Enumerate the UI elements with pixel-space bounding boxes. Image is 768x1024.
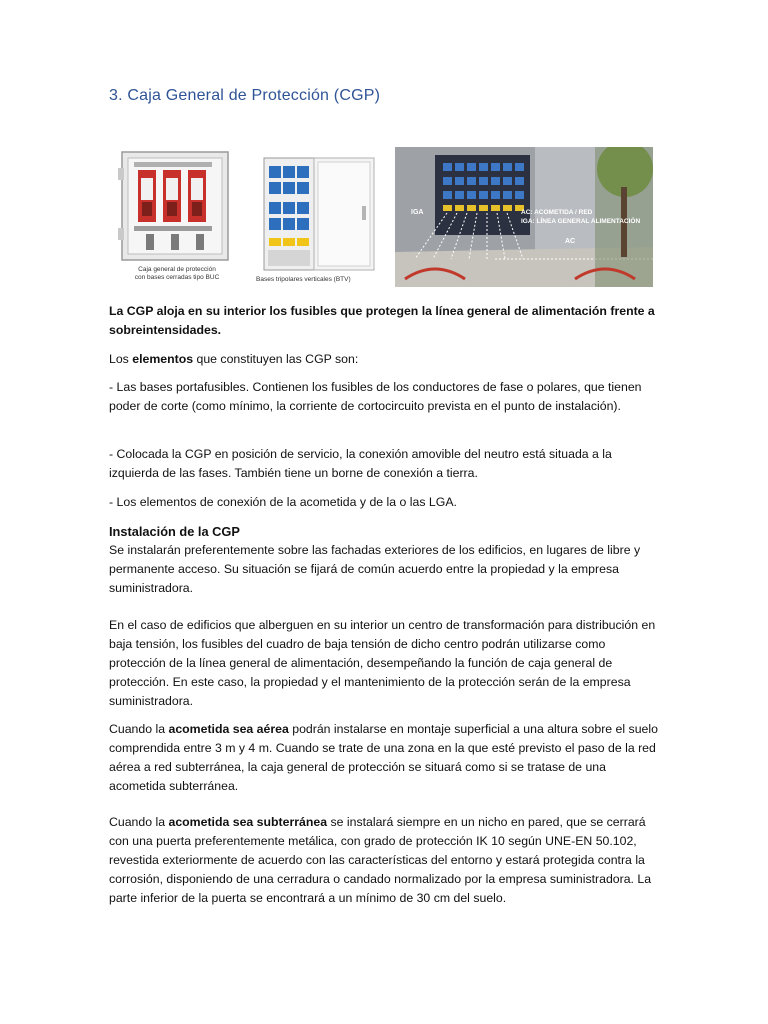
figure-3-label-ac-line2: IGA: LÍNEA GENERAL ALIMENTACIÓN <box>521 218 641 225</box>
p7-text: En el caso de edificios que alberguen en su interior un centro de transformación para distribución en baja tensión, los fusibles del cuadro de baja tensión de dicho centro podrán utilizarse como protección de la línea general de alimentación, desempeñando la función de caja general de protección. En este caso, la propiedad y el mantenimiento de la protección serán de la empresa suministradora. <box>109 618 656 708</box>
p5-text: - Los elementos de conexión de la acometida y de la o las LGA. <box>109 495 457 509</box>
cgp-box-photo <box>118 148 233 268</box>
figure-1-caption-line1: Caja general de protección <box>138 266 216 273</box>
p3-text: - Las bases portafusibles. Contienen los fusibles de los conductores de fase o polares, que tienen poder de corte (como mínimo, la corriente de cortocircuito prevista en el punto de instalación). <box>109 380 642 413</box>
p4-text: - Colocada la CGP en posición de servicio, la conexión amovible del neutro está situada a la izquierda de las fases. También tiene un borne de conexión a tierra. <box>109 447 612 480</box>
intro-bold-text: La CGP aloja en su interior los fusibles que protegen la línea general de alimentación frente a sobreintensidades. <box>109 304 655 337</box>
figure-3-label-iga: IGA <box>411 209 424 216</box>
figure-row <box>0 140 768 290</box>
paragraph-neutral <box>109 445 659 483</box>
p2-text-a: Los <box>109 352 133 366</box>
p8-text-a: Cuando la <box>109 722 169 736</box>
p9-text-c: se instalará siempre en un nicho en pared, que se cerrará con una puerta preferentemente metálica, con grado de protección IK 10 según UNE-EN 50.102, revestida exteriormente de acuerdo con las características del entorno y estará protegida contra la corrosión, disponiendo de una cerradura o candado normalizado por la empresa suministradora. La parte inferior de la puerta se encontrará a un mínimo de 30 cm del suelo. <box>109 815 652 905</box>
p6-text: Se instalarán preferentemente sobre las fachadas exteriores de los edificios, en lugares de libre y permanente acceso. Su situación se fijará de común acuerdo entre la propiedad y la empresa suministradora. <box>109 543 641 595</box>
paragraph-underground <box>109 813 659 908</box>
figure-3-label-ac-line1: AC: ACOMETIDA / RED <box>521 209 593 216</box>
paragraph-elements <box>109 350 659 369</box>
paragraph-bases <box>109 378 659 416</box>
p2-text-c: que constituyen las CGP son: <box>193 352 359 366</box>
paragraph-aerial <box>109 720 659 796</box>
btv-cabinet-photo <box>262 156 377 274</box>
section-installation <box>109 522 659 598</box>
section-title: 3. Caja General de Protección (CGP) <box>109 87 381 104</box>
p2-text-bold: elementos <box>132 352 194 366</box>
figure-3-label-ac: AC <box>565 238 576 245</box>
figure-2-caption: Bases tripolares verticales (BTV) <box>256 276 351 283</box>
installation-heading: Instalación de la CGP <box>109 524 240 539</box>
p9-text-bold: acometida sea subterránea <box>168 815 328 829</box>
paragraph-intro <box>109 302 659 340</box>
p8-text-c: podrán instalarse en montaje superficial a una altura sobre el suelo comprendida entre 3 m y 4 m. Cuando se trate de una zona en la que esté previsto el paso de la red aérea a red subterránea, la caja general de protección se situará como si se tratase de una acometida subterránea. <box>109 722 658 793</box>
p9-text-a: Cuando la <box>109 815 169 829</box>
p8-text-bold: acometida sea aérea <box>168 722 289 736</box>
paragraph-connection <box>109 493 659 512</box>
paragraph-transformation <box>109 616 659 711</box>
figure-1-caption <box>122 266 232 282</box>
figure-1-caption-line2: con bases cerradas tipo BUC <box>134 274 220 281</box>
facade-installation-photo <box>395 147 653 287</box>
